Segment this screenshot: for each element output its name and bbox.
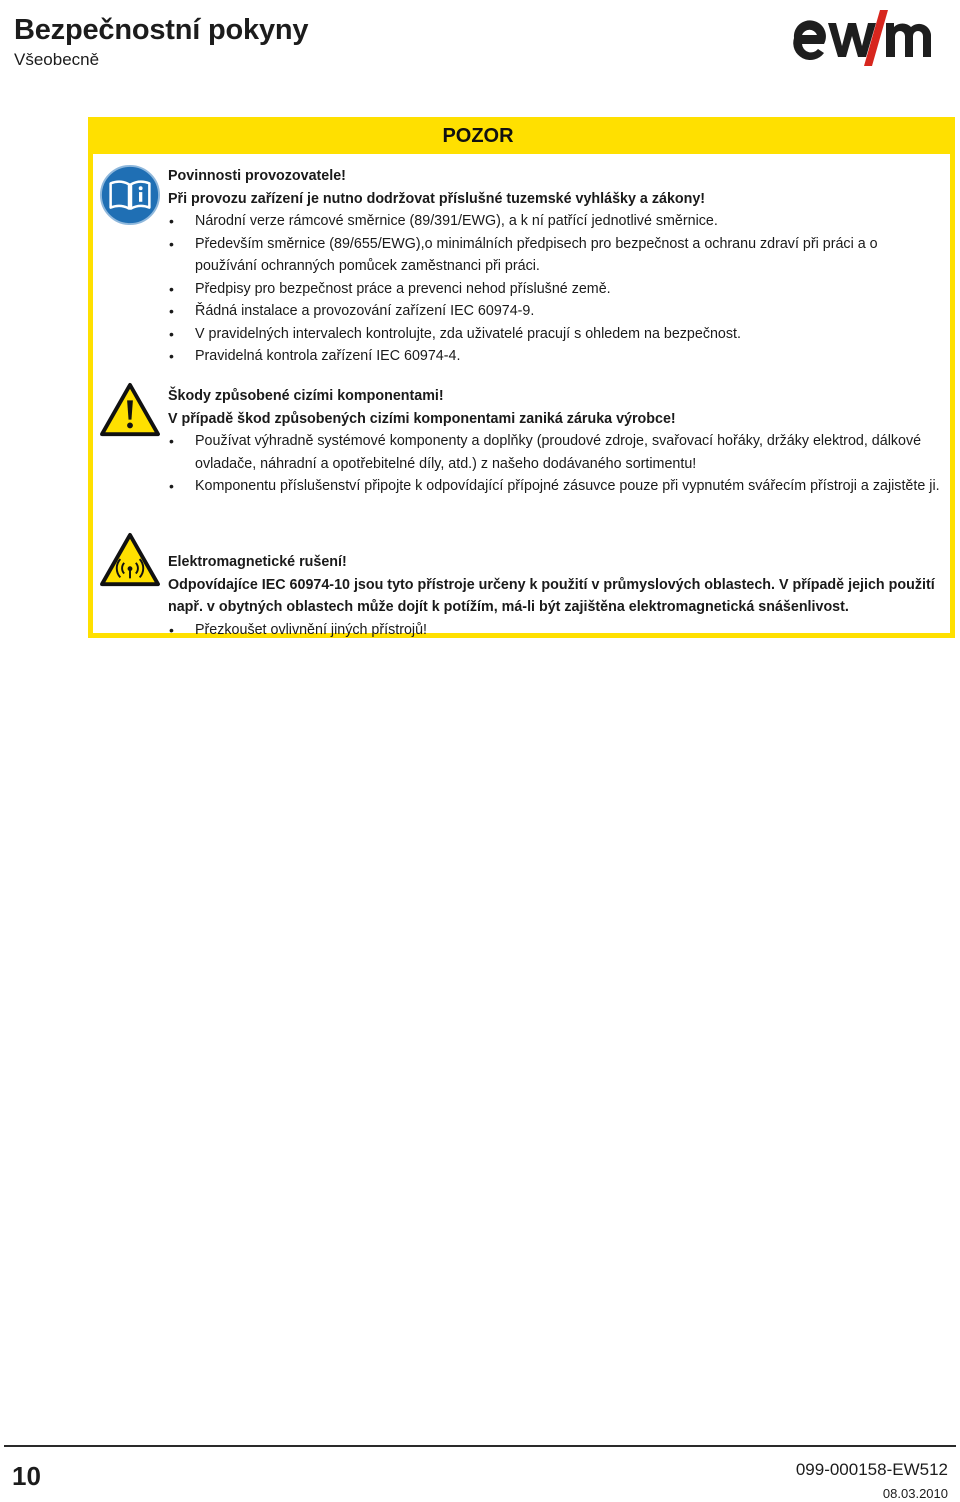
list-item: • Používat výhradně systémové komponenty a doplňky (proudové zdroje, svařovací hořáky, držáky elektrod, dálkové ovladače, náhradní a opotřebitelné díly, atd.) z našeho dodávaného sortimentu! [168,430,943,475]
warning-radiation-icon [99,532,161,588]
warning-exclamation-icon [99,382,161,438]
footer-rule [4,1445,956,1447]
manual-info-icon [99,164,161,226]
section-list [168,619,943,642]
list-item: • Přezkoušet ovlivnění jiných přístrojů! [168,619,943,642]
document-date: 08.03.2010 [882,1486,948,1501]
notice-header [88,117,955,154]
list-item: • V pravidelných intervalech kontrolujte, zda uživatelé pracují s ohledem na bezpečnost. [168,323,943,346]
list-item: • Předpisy pro bezpečnost práce a prevenci nehod příslušné země. [168,278,943,301]
section-list [168,210,943,368]
list-item: • Pravidelná kontrola zařízení IEC 60974-4. [168,345,943,368]
caution-notice [88,117,955,638]
section-subtitle: Při provozu zařízení je nutno dodržovat příslušné tuzemské vyhlášky a zákony! [168,190,706,207]
notice-label: POZOR [442,125,514,147]
section-subtitle: V případě škod způsobených cizími komponentami zaniká záruka výrobce! [168,410,676,427]
page-number: 10 [12,1461,41,1491]
page-title: Bezpečnostní pokyny [14,14,309,46]
page-subtitle: Všeobecně [14,50,100,69]
section-title: Škody způsobené cizími komponentami! [168,388,444,404]
ewm-logo-icon [790,6,940,68]
section-title: Povinnosti provozovatele! [168,168,346,184]
list-item: • Především směrnice (89/655/EWG),o minimálních předpisech pro bezpečnost a ochranu zdraví při práci a o používání ochranných pomůcek zaměstnanci při práci. [168,233,943,278]
document-id: 099-000158-EW512 [795,1460,948,1479]
list-item: • Národní verze rámcové směrnice (89/391/EWG), a k ní patřící jednotlivé směrnice. [168,210,943,233]
section-list [168,430,943,498]
section-subtitle: Odpovídajíce IEC 60974-10 jsou tyto přístroje určeny k použití v průmyslových oblastech. V případě jejich použití např. v obytných oblastech může dojít k potížím, má-li být zajištěna elektromagnetická snášenlivost. [168,576,935,615]
notice-body [93,154,950,638]
section-title: Elektromagnetické rušení! [168,554,347,570]
list-item: • Řádná instalace a provozování zařízení IEC 60974-9. [168,300,943,323]
list-item: • Komponentu příslušenství připojte k odpovídající přípojné zásuvce pouze při vypnutém svářecím přístroji a zajistěte ji. [168,475,943,498]
